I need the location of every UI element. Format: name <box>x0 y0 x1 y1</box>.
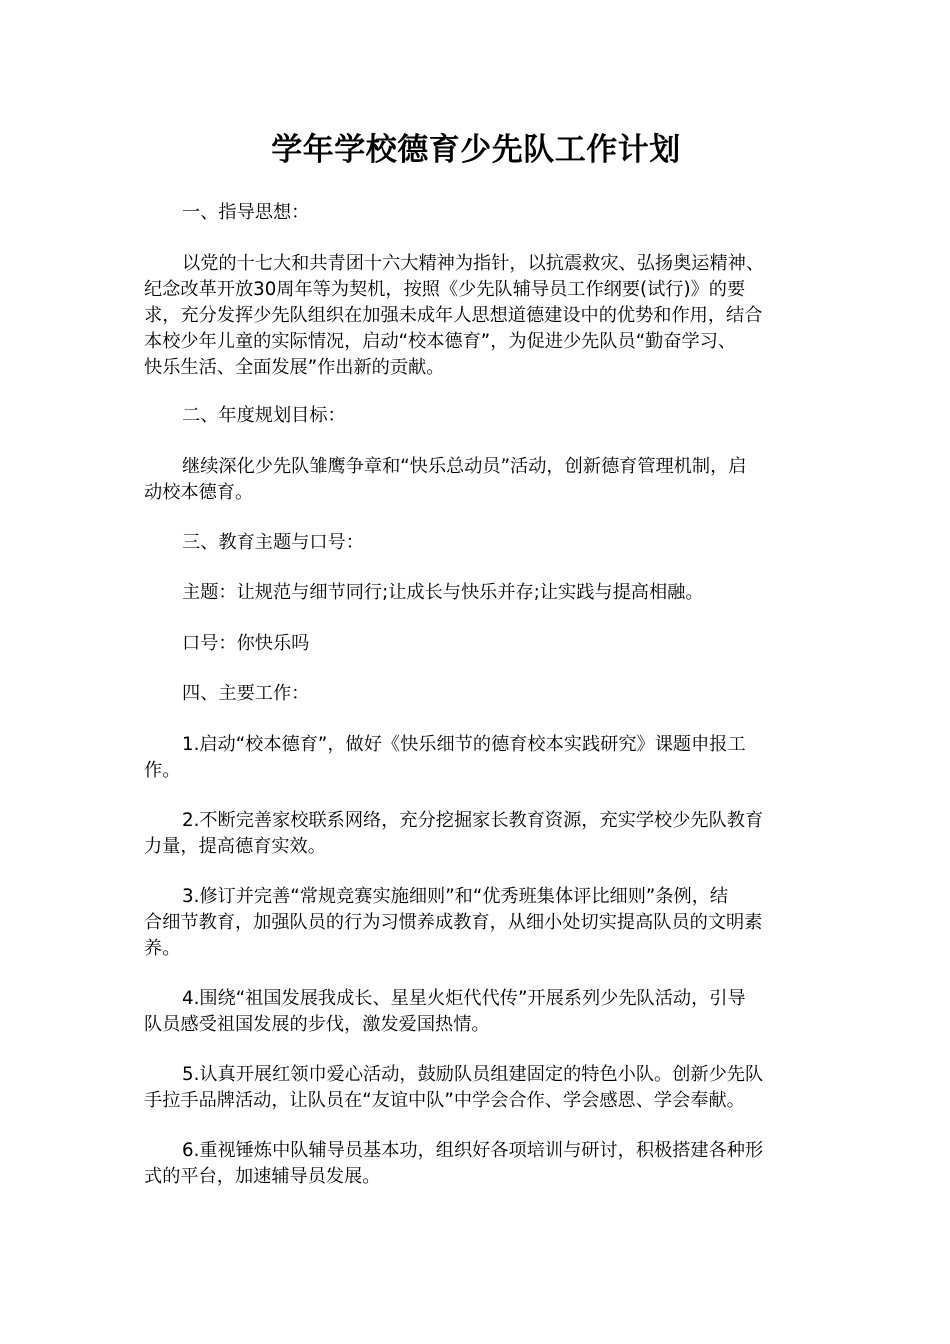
text-line: 主题：让规范与细节同行;让成长与快乐并存;让实践与提高相融。 <box>182 582 704 603</box>
section-heading-main-work <box>144 681 808 707</box>
work-item-5 <box>144 1062 808 1114</box>
text-line: 1.启动“校本德育”，做好《快乐细节的德育校本实践研究》课题申报工 <box>182 734 746 755</box>
paragraph-theme <box>144 580 808 606</box>
paragraph-guiding-ideology <box>144 251 808 381</box>
section-heading-annual-goals <box>144 403 808 429</box>
text-line: 纪念改革开放30周年等为契机，按照《少先队辅导员工作纲要(试行)》的要 <box>144 279 746 300</box>
text-line: 本校少年儿童的实际情况，启动“校本德育”，为促进少先队员“勤奋学习、 <box>144 331 737 352</box>
text-line: 3.修订并完善“常规竞赛实施细则”和“优秀班集体评比细则”条例，结 <box>182 886 729 907</box>
text-line: 二、年度规划目标： <box>182 405 346 426</box>
text-line: 力量，提高德育实效。 <box>144 836 326 857</box>
text-line: 动校本德育。 <box>144 482 254 503</box>
text-line: 继续深化少先队雏鹰争章和“快乐总动员”活动，创新德育管理机制，启 <box>182 456 747 477</box>
text-line: 作。 <box>144 760 181 781</box>
work-item-3 <box>144 884 808 962</box>
text-line: 6.重视锤炼中队辅导员基本功，组织好各项培训与研讨，积极搭建各种形 <box>182 1140 764 1161</box>
work-item-1 <box>144 732 808 784</box>
document-title: 学年学校德育少先队工作计划 <box>271 132 681 168</box>
text-line: 2.不断完善家校联系网络，充分挖掘家长教育资源，充实学校少先队教育 <box>182 810 764 831</box>
work-item-6 <box>144 1138 808 1190</box>
text-line: 求，充分发挥少先队组织在加强未成年人思想道德建设中的优势和作用，结合 <box>144 305 763 326</box>
text-line: 手拉手品牌活动，让队员在“友谊中队”中学会合作、学会感恩、学会奉献。 <box>144 1090 745 1111</box>
text-line: 以党的十七大和共青团十六大精神为指针，以抗震救灾、弘扬奥运精神、 <box>182 253 765 274</box>
text-line: 养。 <box>144 938 181 959</box>
section-heading-theme-slogan <box>144 530 808 556</box>
text-line: 口号：你快乐吗 <box>182 633 310 654</box>
text-line: 4.围绕“祖国发展我成长、星星火炬代代传”开展系列少先队活动，引导 <box>182 988 746 1009</box>
text-line: 四、主要工作： <box>182 683 310 704</box>
text-line: 5.认真开展红领巾爱心活动，鼓励队员组建固定的特色小队。创新少先队 <box>182 1064 764 1085</box>
text-line: 队员感受祖国发展的步伐，激发爱国热情。 <box>144 1014 490 1035</box>
paragraph-annual-goals <box>144 454 808 506</box>
work-item-2 <box>144 808 808 860</box>
paragraph-slogan <box>144 631 808 657</box>
text-line: 式的平台，加速辅导员发展。 <box>144 1166 381 1187</box>
section-heading-guiding-ideology <box>144 200 808 226</box>
text-line: 快乐生活、全面发展”作出新的贡献。 <box>144 357 445 378</box>
text-line: 合细节教育，加强队员的行为习惯养成教育，从细小处切实提高队员的文明素 <box>144 912 763 933</box>
work-item-4 <box>144 986 808 1038</box>
text-line: 一、指导思想： <box>182 202 310 223</box>
text-line: 三、教育主题与口号： <box>182 532 364 553</box>
